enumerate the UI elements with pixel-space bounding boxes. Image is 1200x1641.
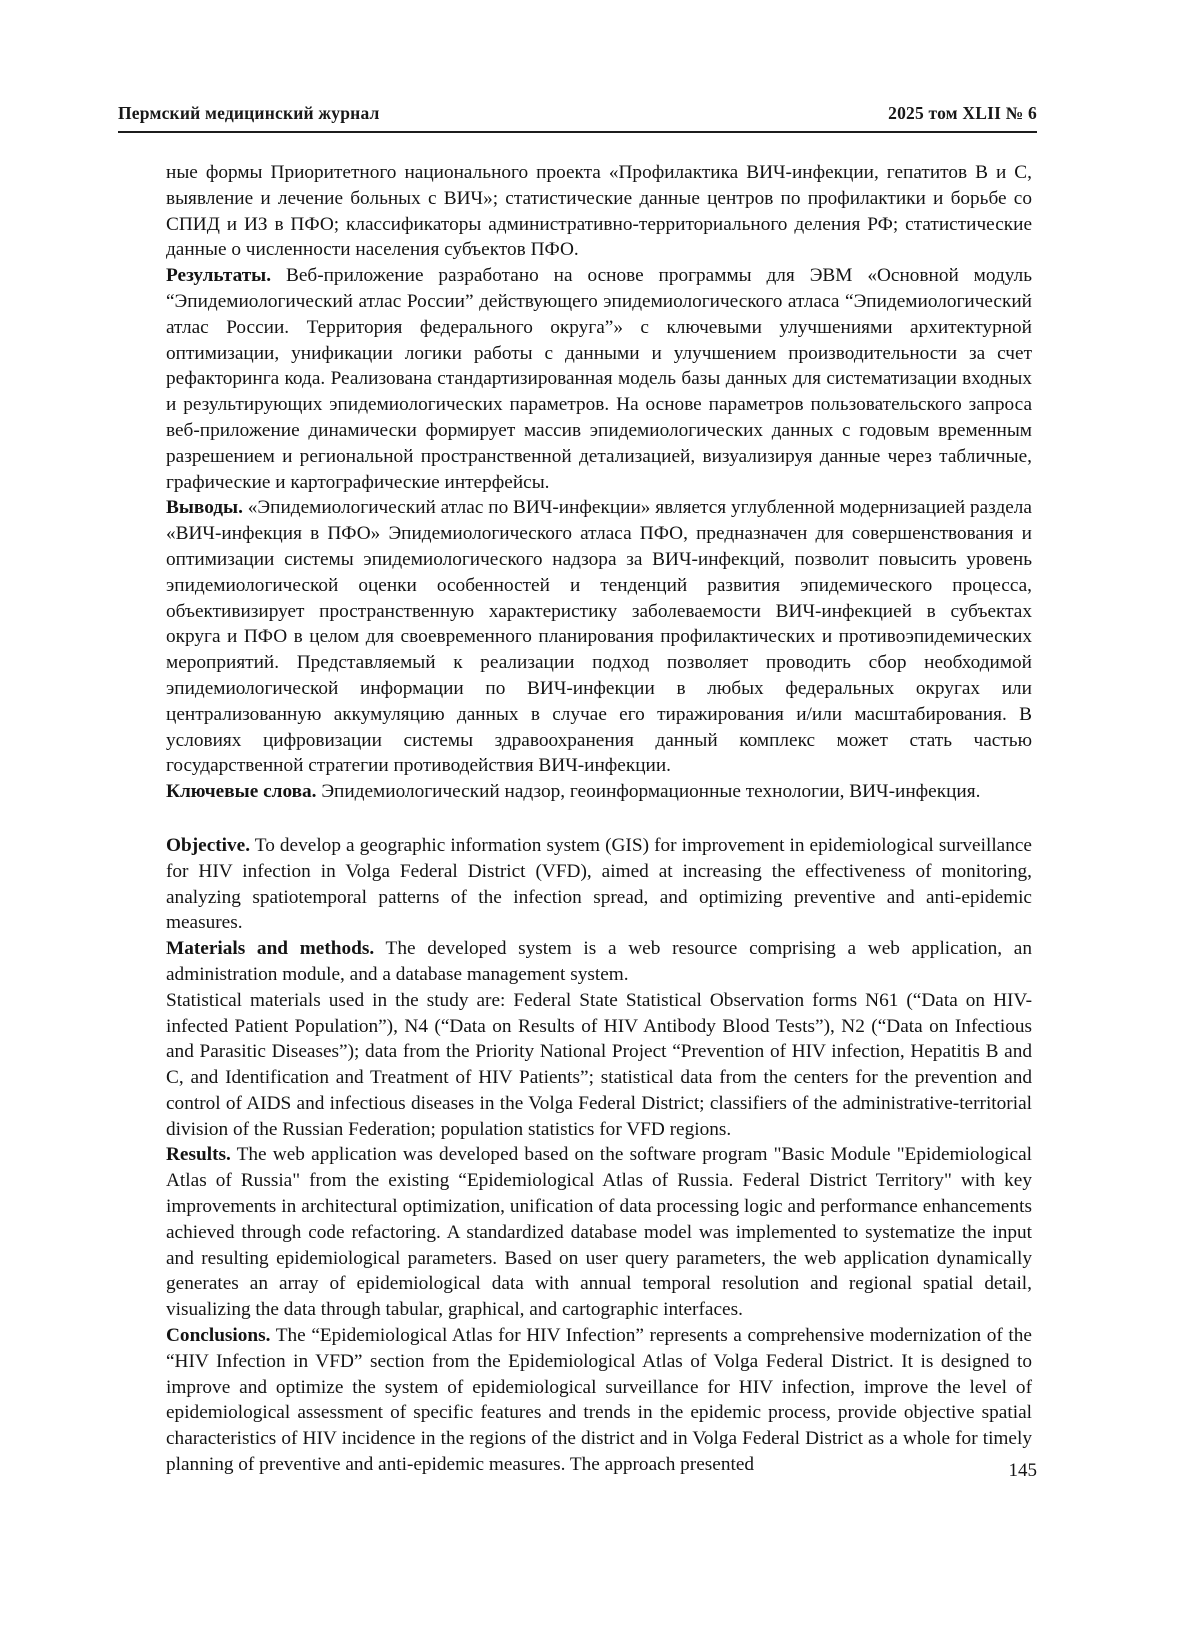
paragraph-conclusions-ru (166, 495, 1032, 779)
paragraph-results-en (166, 1142, 1032, 1323)
paragraph-continuation (166, 160, 1032, 263)
para-label: Conclusions. (166, 1325, 271, 1347)
para-text: Веб-приложение разработано на основе программы для ЭВМ «Основной модуль “Эпидемиологический атлас России” действующего эпидемиологического атласа “Эпидемиологический атлас России. Территория федерального округа”» с ключевыми улучшениями архитектурной оптимизации, унификации логики работы с данными и улучшением производительности за счет рефакторинга кода. Реализована стандартизированная модель базы данных для систематизации входных и результирующих эпидемиологических параметров. На основе параметров пользовательского запроса веб-приложение динамически формирует массив эпидемиологических данных с годовым временным разрешением и региональной пространственной детализацией, визуализируя данные через табличные, графические и картографические интерфейсы. (166, 265, 1032, 493)
para-label: Results. (166, 1144, 231, 1166)
para-text: Statistical materials used in the study are: Federal State Statistical Observation forms N61 (“Data on HIV-infected Patient Population”), N4 (“Data on Results of HIV Antibody Blood Tests”), N2 (“Data on Infectious and Parasitic Diseases”); data from the Priority National Project “Prevention of HIV infection, Hepatitis B and C, and Identification and Treatment of HIV Patients”; statistical data from the centers for the prevention and control of AIDS and infectious diseases in the Volga Federal District; classifiers of the administrative-territorial division of the Russian Federation; population statistics for VFD regions. (166, 989, 1032, 1140)
para-text: Эпидемиологический надзор, геоинформационные технологии, ВИЧ-инфекция. (321, 781, 981, 803)
paragraph-results-ru (166, 263, 1032, 495)
para-label: Objective. (166, 834, 251, 856)
abstract-english (166, 833, 1032, 1478)
abstract-body (166, 160, 1032, 1478)
para-label: Materials and methods. (166, 938, 375, 960)
para-text: The “Epidemiological Atlas for HIV Infection” represents a comprehensive modernization of the “HIV Infection in VFD” section from the Epidemiological Atlas of Volga Federal District. It is designed to improve and optimize the system of epidemiological surveillance for HIV infection, improve the level of epidemiological assessment of specific features and trends in the epidemic process, provide objective spatial characteristics of HIV incidence in the regions of the district and in Volga Federal District as a whole for timely planning of preventive and anti-epidemic measures. The approach presented (166, 1325, 1032, 1476)
paragraph-statistical-en (166, 988, 1032, 1143)
paragraph-conclusions-en (166, 1323, 1032, 1478)
issue-info: 2025 том XLII № 6 (888, 103, 1037, 123)
para-label: Результаты. (166, 265, 272, 287)
abstract-russian (166, 160, 1032, 805)
journal-name: Пермский медицинский журнал (118, 103, 380, 123)
page-number: 145 (1008, 1460, 1037, 1481)
paragraph-materials-en (166, 936, 1032, 988)
para-text: To develop a geographic information system (GIS) for improvement in epidemiological surveillance for HIV infection in Volga Federal District (VFD), aimed at increasing the effectiveness of monitoring, analyzing spatiotemporal patterns of the infection spread, and optimizing preventive and anti-epidemic measures. (166, 834, 1032, 934)
para-text: The web application was developed based on the software program "Basic Module "Epidemiological Atlas of Russia" from the existing “Epidemiological Atlas of Russia. Federal District Territory" with key improvements in architectural optimization, unification of data processing logic and performance enhancements achieved through code refactoring. A standardized database model was implemented to systematize the input and resulting epidemiological parameters. Based on user query parameters, the web application dynamically generates an array of epidemiological data with annual temporal resolution and regional spatial detail, visualizing the data through tabular, graphical, and cartographic interfaces. (166, 1144, 1032, 1321)
para-label: Выводы. (166, 497, 243, 519)
para-text: The developed system is a web resource comprising a web application, an administration module, and a database management system. (166, 938, 1032, 985)
para-label: Ключевые слова. (166, 781, 317, 803)
para-text: ные формы Приоритетного национального проекта «Профилактика ВИЧ-инфекции, гепатитов B и C, выявление и лечение больных с ВИЧ»; статистические данные центров по профилактики и борьбе со СПИД и ИЗ в ПФО; классификаторы административно-территориального деления РФ; статистические данные о численности населения субъектов ПФО. (166, 162, 1032, 261)
paragraph-objective-en (166, 833, 1032, 936)
paragraph-keywords-ru (166, 779, 1032, 805)
para-text: «Эпидемиологический атлас по ВИЧ-инфекции» является углубленной модернизацией раздела «ВИЧ-инфекция в ПФО» Эпидемиологического атласа ПФО, предназначен для совершенствования и оптимизации системы эпидемиологического надзора за ВИЧ-инфекций, позволит повысить уровень эпидемиологической оценки особенностей и тенденций развития эпидемического процесса, объективизирует пространственную характеристику заболеваемости ВИЧ-инфекцией в субъектах округа и ПФО в целом для своевременного планирования профилактических и противоэпидемических мероприятий. Представляемый к реализации подход позволяет проводить сбор необходимой эпидемиологической информации по ВИЧ-инфекции в любых федеральных округах или централизованную аккумуляцию данных в случае его тиражирования и/или масштабирования. В условиях цифровизации системы здравоохранения данный комплекс может стать частью государственной стратегии противодействия ВИЧ-инфекции. (166, 497, 1032, 777)
header-rule (118, 131, 1037, 133)
page-header (118, 103, 1037, 124)
